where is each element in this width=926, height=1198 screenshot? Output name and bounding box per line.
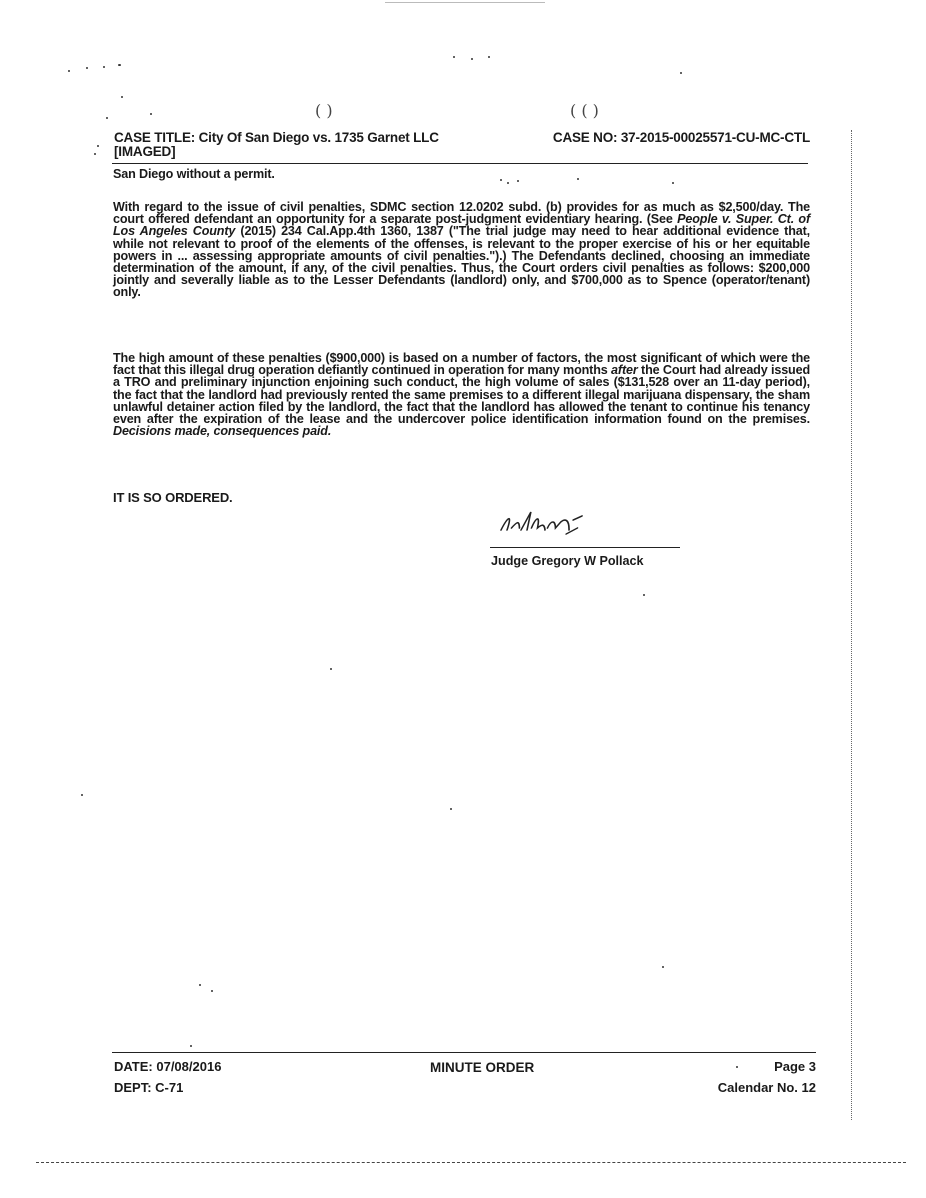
- paragraph-penalty-factors: [113, 352, 810, 437]
- scan-speck: [488, 56, 490, 58]
- scan-edge-line: [36, 1162, 906, 1163]
- scan-speck: [680, 72, 682, 74]
- footer-divider: [112, 1052, 816, 1053]
- paragraph-text: The high amount of these penalties ($900,000) is based on a number of factors, the most significant of which were the fact that this illegal drug operation defiantly continued in operation for many months: [113, 351, 810, 378]
- case-title: CASE TITLE: City Of San Diego vs. 1735 Garnet LLC: [114, 130, 439, 145]
- scan-edge-line: [385, 2, 545, 3]
- scan-speck: [672, 182, 674, 184]
- scan-speck: [103, 66, 105, 68]
- scan-speck: [330, 668, 332, 670]
- signature-line: [490, 547, 680, 548]
- scan-speck: [81, 794, 83, 796]
- page-number: Page 3: [774, 1059, 816, 1074]
- paragraph-text: With regard to the issue of civil penalties, SDMC section 12.0202 subd. (b) provides for as much as $2,500/day. The court offered defendant an opportunity for a separate post-judgment evidentiary hearing. (See: [113, 200, 810, 227]
- judge-name: Judge Gregory W Pollack: [491, 554, 644, 568]
- scan-speck: [199, 984, 201, 986]
- scan-speck: [450, 808, 452, 810]
- scan-speck: [507, 182, 509, 184]
- scan-speck: [94, 153, 96, 155]
- paragraph-text: the Court had already issued a TRO and preliminary injunction enjoining such conduct, the high volume of sales ($131,528 over an 11-day period), the fact that the landlord had previously rented the same premises to a different illegal marijuana dispensary, the sham unlawful detainer action filed by the landlord, the fact that the landlord has allowed the tenant to continue his tenancy even after the expiration of the lease and the undercover police identification information found on the premises.: [113, 363, 810, 427]
- imaged-tag: [IMAGED]: [114, 144, 176, 159]
- scan-speck: [97, 145, 99, 147]
- paragraph-civil-penalties: [113, 201, 810, 299]
- handwritten-signature: [494, 508, 591, 543]
- case-citation: People v. Super. Ct. of Los Angeles County: [113, 212, 810, 239]
- scan-speck: [86, 67, 88, 69]
- emphasis-word: after: [611, 363, 638, 378]
- signature-scribble: [495, 508, 591, 538]
- paragraph-intro: San Diego without a permit.: [113, 167, 275, 181]
- closing-remark: Decisions made, consequences paid.: [113, 424, 332, 439]
- scan-speck: [736, 1066, 738, 1068]
- scan-speck: [517, 180, 519, 182]
- scan-speck: [471, 58, 473, 60]
- header-divider: [112, 163, 808, 164]
- scan-speck: [662, 966, 664, 968]
- scan-speck: [68, 70, 70, 72]
- scan-speck: [643, 594, 645, 596]
- scan-speck: [106, 117, 108, 119]
- scan-speck: [150, 113, 152, 115]
- scan-speck: [190, 1045, 192, 1047]
- scan-speck: [118, 64, 121, 66]
- case-number: CASE NO: 37-2015-00025571-CU-MC-CTL: [552, 130, 810, 145]
- document-type: MINUTE ORDER: [430, 1060, 535, 1075]
- punch-hole-mark: ( ): [315, 101, 333, 120]
- case-header: [114, 130, 810, 159]
- footer-date: DATE: 07/08/2016: [114, 1059, 222, 1074]
- scan-speck: [121, 96, 123, 98]
- scan-speck: [453, 56, 455, 58]
- scan-speck: [211, 990, 213, 992]
- scan-edge-line: [851, 130, 852, 1120]
- footer-department: DEPT: C-71: [114, 1080, 184, 1095]
- paragraph-text: (2015) 234 Cal.App.4th 1360, 1387 ("The trial judge may need to hear additional evidence that, while not relevant to proof of the elements of the offenses, is relevant to the proper exercise of his or her equitable powers in ... assessing appropriate amounts of civil penalties.").) The Defendants declined, choosing an immediate determination of the amount, if any, of the civil penalties. Thus, the Court orders civil penalties as follows: $200,000 jointly and severally liable as to the Lesser Defendants (landlord) only, and $700,000 as to Spence (operator/tenant) only.: [113, 224, 810, 300]
- calendar-number: Calendar No. 12: [717, 1080, 816, 1095]
- order-statement: IT IS SO ORDERED.: [113, 490, 233, 505]
- punch-hole-mark: ( ( ): [570, 101, 599, 120]
